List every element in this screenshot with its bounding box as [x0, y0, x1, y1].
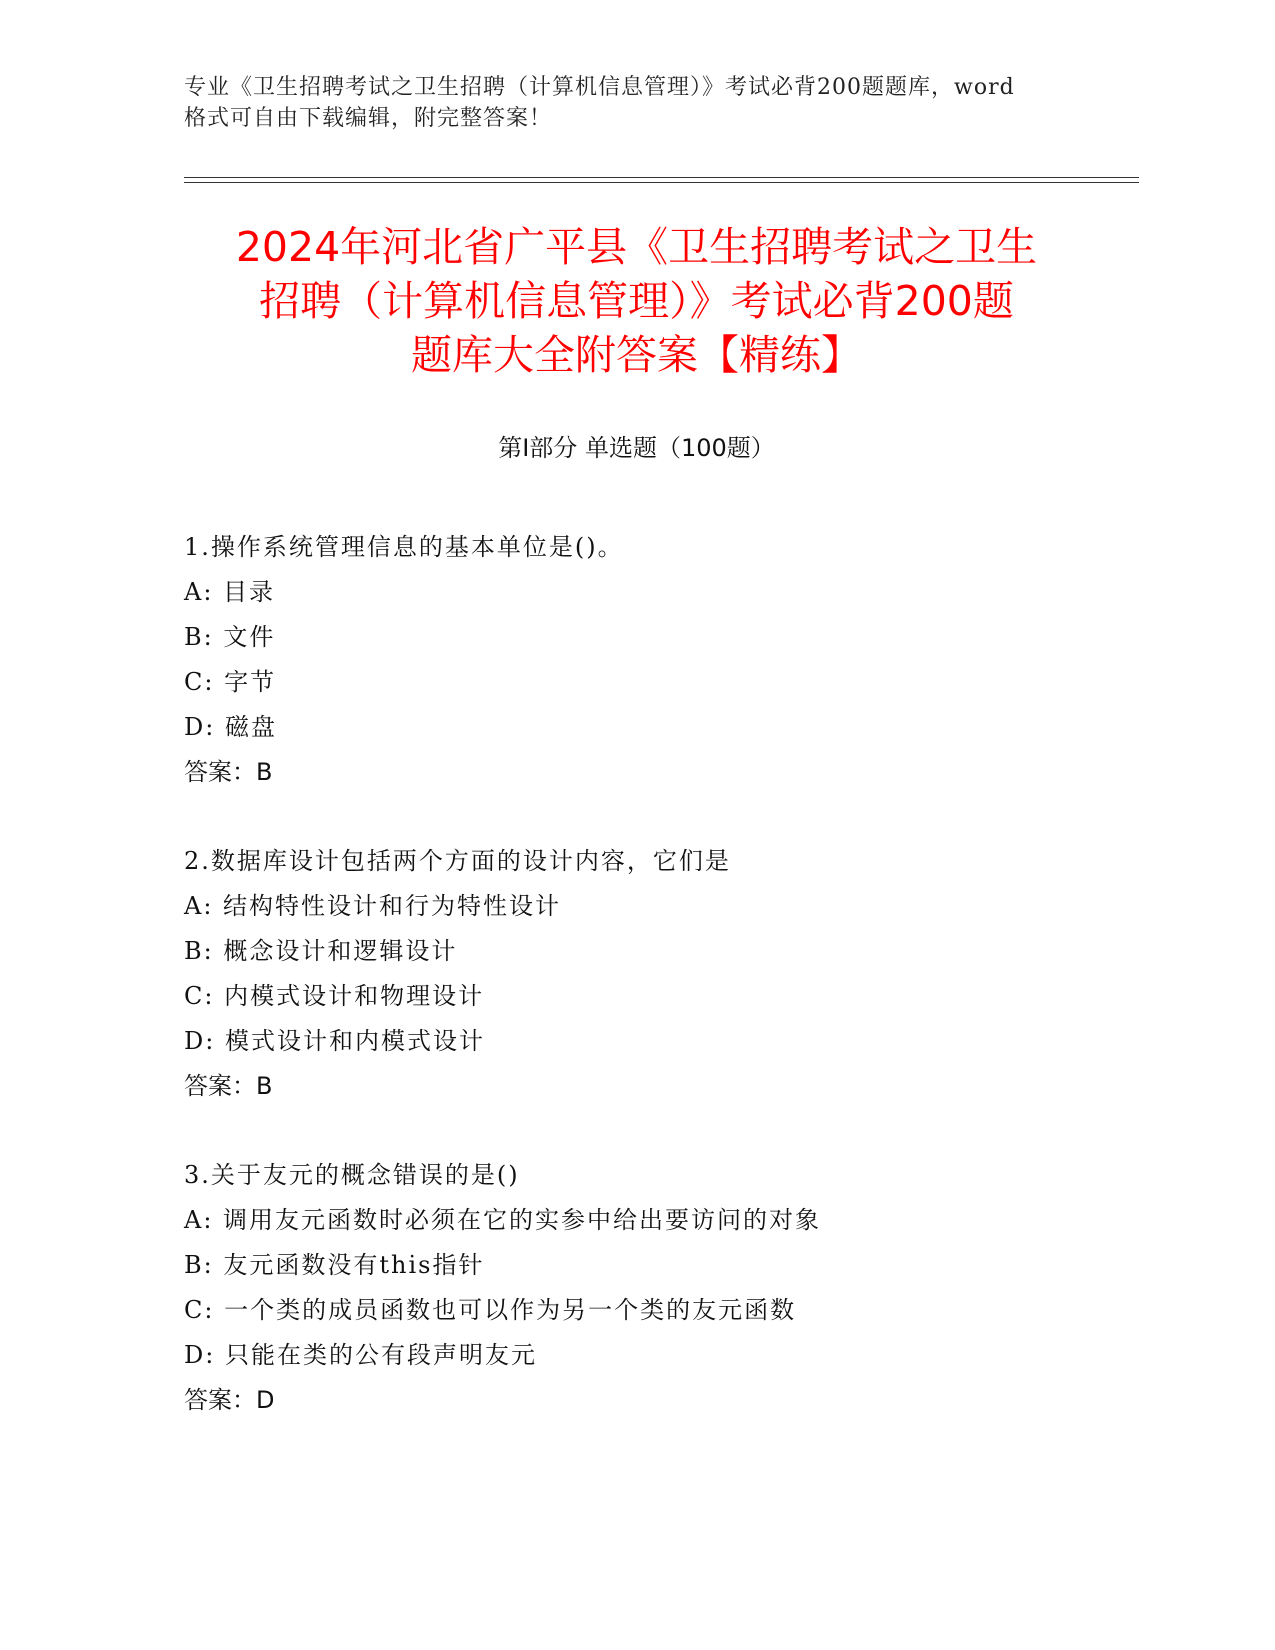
question-item: [184, 839, 1104, 1109]
document-title-line-3: 题库大全附答案【精练】: [411, 331, 862, 379]
section-heading: 第Ⅰ部分 单选题（100题）: [498, 434, 775, 462]
question-stem: 2.数据库设计包括两个方面的设计内容，它们是: [184, 847, 731, 875]
header-rule-bottom: [184, 182, 1139, 183]
option-c: C: 字节: [184, 668, 277, 696]
option-d: D: 只能在类的公有段声明友元: [184, 1341, 537, 1369]
answer-line: 答案：D: [184, 1386, 275, 1414]
header-note-line-2: 格式可自由下载编辑，附完整答案！: [184, 106, 553, 131]
document-title-line-2: 招聘（计算机信息管理）》考试必背200题: [259, 277, 1014, 325]
option-b: B: 友元函数没有this指针: [184, 1251, 485, 1279]
option-c: C: 一个类的成员函数也可以作为另一个类的友元函数: [184, 1296, 797, 1324]
option-b: B: 概念设计和逻辑设计: [184, 937, 458, 965]
option-c: C: 内模式设计和物理设计: [184, 982, 485, 1010]
question-item: [184, 525, 1104, 795]
option-d: D: 磁盘: [184, 713, 277, 741]
option-a: A: 结构特性设计和行为特性设计: [184, 892, 562, 920]
option-a: A: 目录: [184, 578, 276, 606]
answer-line: 答案：B: [184, 758, 273, 786]
option-b: B: 文件: [184, 623, 276, 651]
question-item: [184, 1153, 1104, 1423]
question-list: [184, 525, 1104, 1467]
document-title: [184, 220, 1089, 382]
header-note: [184, 72, 1084, 134]
answer-line: 答案：B: [184, 1072, 273, 1100]
document-title-line-1: 2024年河北省广平县《卫生招聘考试之卫生: [235, 223, 1038, 271]
question-stem: 1.操作系统管理信息的基本单位是()。: [184, 533, 624, 561]
option-a: A: 调用友元函数时必须在它的实参中给出要访问的对象: [184, 1206, 822, 1234]
header-note-line-1: 专业《卫生招聘考试之卫生招聘（计算机信息管理）》考试必背200题题库，word: [184, 75, 1015, 100]
option-d: D: 模式设计和内模式设计: [184, 1027, 485, 1055]
header-rule-top: [184, 177, 1139, 178]
question-stem: 3.关于友元的概念错误的是(): [184, 1161, 520, 1189]
